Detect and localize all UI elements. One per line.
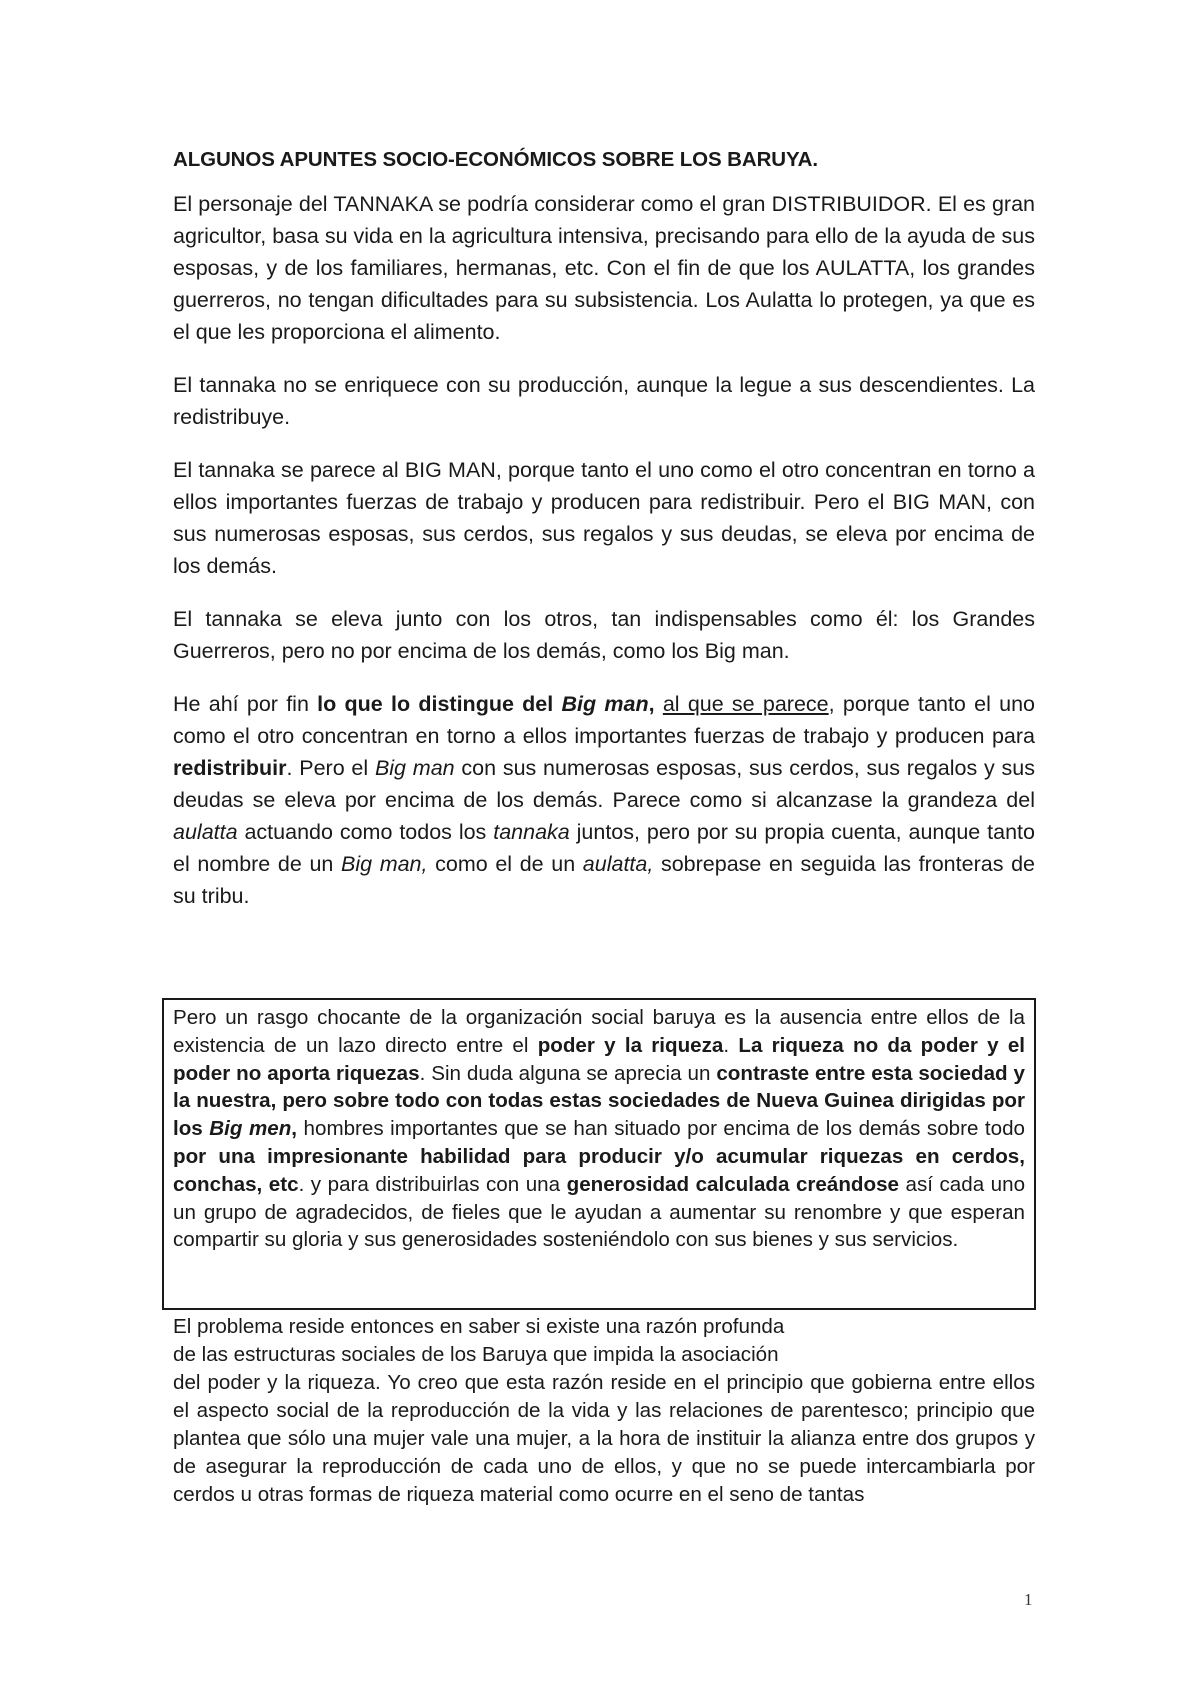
page-number: 1: [1024, 1590, 1033, 1609]
paragraph-tannaka-distributor: El personaje del TANNAKA se podría considerar como el gran DISTRIBUIDOR. El es gran agricultor, basa su vida en la agricultura intensiva, precisando para ello de la ayuda de sus esposas, y de los familiares, hermanas, etc. Con el fin de que los AULATTA, los grandes guerreros, no tengan dificultades para su subsistencia. Los Aulatta lo protegen, ya que es el que les proporciona el alimento.: [173, 192, 1035, 344]
closing-section: [173, 1313, 1035, 1509]
boxed-quote: [162, 998, 1036, 1310]
paragraph-distinction: He ahí por fin lo que lo distingue del Big man, al que se parece, porque tanto el uno como el otro concentran en torno a ellos importantes fuerzas de trabajo y producen para redistribuir. Pero el Big man con sus numerosas esposas, sus cerdos, sus regalos y sus deudas se eleva por encima de los demás. Parece como si alcanzase la grandeza del aulatta actuando como todos los tannaka juntos, pero por su propia cuenta, aunque tanto el nombre de un Big man, como el de un aulatta, sobrepase en seguida las fronteras de su tribu.: [173, 692, 1035, 908]
paragraph-redistribution: El tannaka no se enriquece con su producción, aunque la legue a sus descendientes. La redistribuye.: [173, 373, 1035, 429]
bold-emphasis: redistribuir: [173, 756, 287, 780]
paragraph-great-warriors: El tannaka se eleva junto con los otros, tan indispensables como él: los Grandes Guerreros, pero no por encima de los demás, como los Big man.: [173, 607, 1035, 663]
closing-line-1: El problema reside entonces en saber si existe una razón profunda: [173, 1315, 785, 1338]
closing-paragraph: [173, 1313, 1035, 1369]
document-title: ALGUNOS APUNTES SOCIO-ECONÓMICOS SOBRE LOS BARUYA.: [173, 148, 818, 171]
closing-paragraph-rest: del poder y la riqueza. Yo creo que esta razón reside en el principio que gobierna entre ellos el aspecto social de la reproducción de la vida y las relaciones de parentesco; principio que plantea que sólo una mujer vale una mujer, a la hora de instituir la alianza entre dos grupos y de asegurar la reproducción de cada uno de ellos, y que no se puede intercambiarla por cerdos u otras formas de riqueza material como ocurre en el seno de tantas: [173, 1371, 1035, 1506]
boxed-quote-text: Pero un rasgo chocante de la organización social baruya es la ausencia entre ellos de la existencia de un lazo directo entre el poder y la riqueza. La riqueza no da poder y el poder no aporta riquezas. Sin duda alguna se aprecia un contraste entre esta sociedad y la nuestra, pero sobre todo con todas estas sociedades de Nueva Guinea dirigidas por los Big men, hombres importantes que se han situado por encima de los demás sobre todo por una impresionante habilidad para producir y/o acumular riquezas en cerdos, conchas, etc. y para distribuirlas con una generosidad calculada creándose así cada uno un grupo de agradecidos, de fieles que le ayudan a aumentar su renombre y que esperan compartir su gloria y sus generosidades sosteniéndolo con sus bienes y sus servicios.: [173, 1006, 1026, 1252]
underlined-text: al que se parece: [662, 692, 829, 716]
paragraph-big-man-comparison: El tannaka se parece al BIG MAN, porque tanto el uno como el otro concentran en torno a ellos importantes fuerzas de trabajo y producen para redistribuir. Pero el BIG MAN, con sus numerosas esposas, sus cerdos, sus regalos y sus deudas, se eleva por encima de los demás.: [173, 458, 1035, 578]
document-body: [173, 146, 1035, 933]
closing-line-2: de las estructuras sociales de los Baruya que impida la asociación: [173, 1343, 779, 1366]
bold-emphasis: lo que lo distingue del Big man,: [317, 692, 655, 716]
